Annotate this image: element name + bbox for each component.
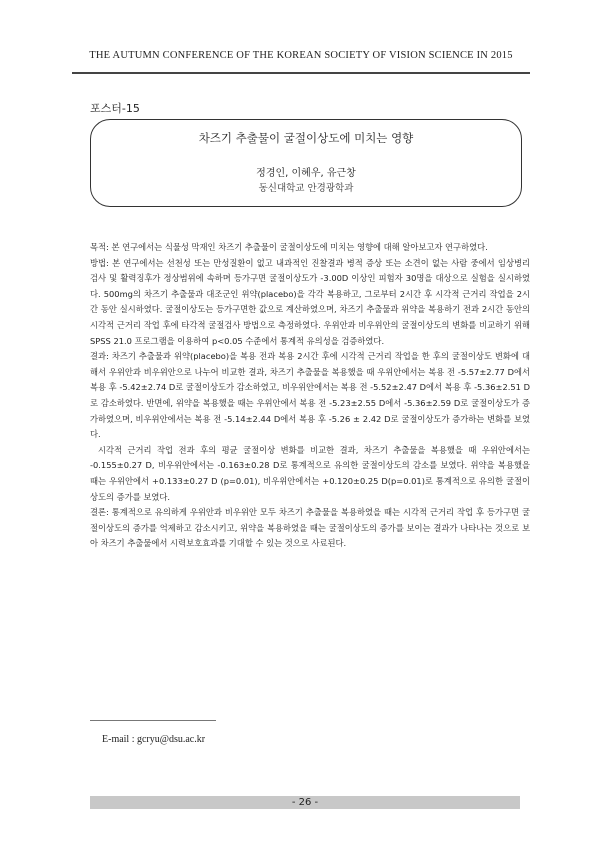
abstract-conclusion: 결론: 통계적으로 유의하게 우위안과 비우위안 모두 차즈기 추출물을 복용하였을 때는 시각적 근거리 작업 후 등가구면 굴절이상도의 증가를 억제하고 감소시키고, 위약을 복용하였을 때는 굴절이상도의 증가를 보이는 결과가 나타나는 것으로 보아 차즈기 추출물에서 시력보호효과를 기대할 수 있는 것으로 사료된다.: [90, 507, 530, 549]
abstract-result-continued: 시각적 근거리 작업 전과 후의 평균 굴절이상 변화를 비교한 결과, 차즈기 추출물을 복용했을 때 우위안에서는 -0.155±0.27 D, 비우위안에서는 -0.163±0.28 D로 통계적으로 유의한 굴절이상도의 감소를 보였다. 위약을 복용했을 때는 우위안에서 +0.133±0.27 D (p=0.01), 비우위안에서는 +0.120±0.25 D(p=0.01)로 통계적으로 유의한 굴절이상도의 증가를 보였다.: [90, 444, 530, 502]
header-rule: [72, 72, 530, 74]
title-box: [90, 119, 522, 207]
paper-authors: 정경인, 이혜우, 유근창: [256, 168, 356, 179]
footer-bar: [90, 796, 520, 809]
conference-header: THE AUTUMN CONFERENCE OF THE KOREAN SOCIETY OF VISION SCIENCE IN 2015: [89, 50, 513, 61]
paper-title: 차즈기 추출물이 굴절이상도에 미치는 영향: [198, 131, 414, 145]
footnote-email: E-mail : gcryu@dsu.ac.kr: [102, 734, 206, 745]
abstract-body: [90, 240, 530, 552]
poster-label: 포스터-15: [90, 102, 140, 115]
page-number: - 26 -: [291, 797, 319, 808]
abstract-purpose: 목적: 본 연구에서는 식물성 막재인 차즈기 추출물이 굴절이상도에 미치는 영향에 대해 알아보고자 연구하였다.: [90, 242, 488, 252]
abstract-result: 결과: 차즈기 추출물과 위약(placebo)을 복용 전과 복용 2시간 후에 시각적 근거리 작업을 한 후의 굴절이상도 변화에 대해서 우위안과 비우위안으로 나누어 비교한 결과, 차즈기 추출물을 복용했을 때 우위안에서는 복용 전 -5.57±2.77 D에서 복용 후 -5.42±2.74 D로 굴절이상도가 감소하였고, 비우위안에서는 복용 전 -5.52±2.47 D에서 복용 후 -5.36±2.51 D로 감소하였다. 반면에, 위약을 복용했을 때는 우위안에서 복용 전 -5.23±2.55 D에서 -5.36±2.59 D로 굴절이상도가 증가하였으며, 비우위안에서는 복용 전 -5.14±2.44 D에서 복용 후 -5.26 ± 2.42 D로 굴절이상도가 증가하는 변화를 보였다.: [90, 351, 530, 440]
paper-affiliation: 동신대학교 안경광학과: [258, 183, 354, 194]
footnote-rule: [90, 720, 216, 721]
abstract-method: 방법: 본 연구에서는 선천성 또는 만성질환이 없고 내과적인 진찰결과 병적 증상 또는 소견이 없는 사람 중에서 임상병리 검사 및 활력징후가 정상범위에 속하며 등가구면 굴절이상도가 -3.00D 이상인 피험자 30명을 대상으로 실험을 실시하였다. 500mg의 차즈기 추출물과 대조군인 위약(placebo)을 각각 복용하고, 그로부터 2시간 후 시각적 근거리 작업을 2시간 동안 실시하였다. 굴절이상도는 등가구면한 값으로 계산하였으며, 차즈기 추출물과 위약을 복용하기 전과 2시간 동안의 시각적 근거리 작업 후에 타각적 굴절검사 방법으로 측정하였다. 우위안과 비우위안의 굴절이상도의 변화를 비교하기 위해 SPSS 21.0 프로그램을 이용하여 p<0.05 수준에서 통계적 유의성을 검증하였다.: [90, 257, 530, 346]
